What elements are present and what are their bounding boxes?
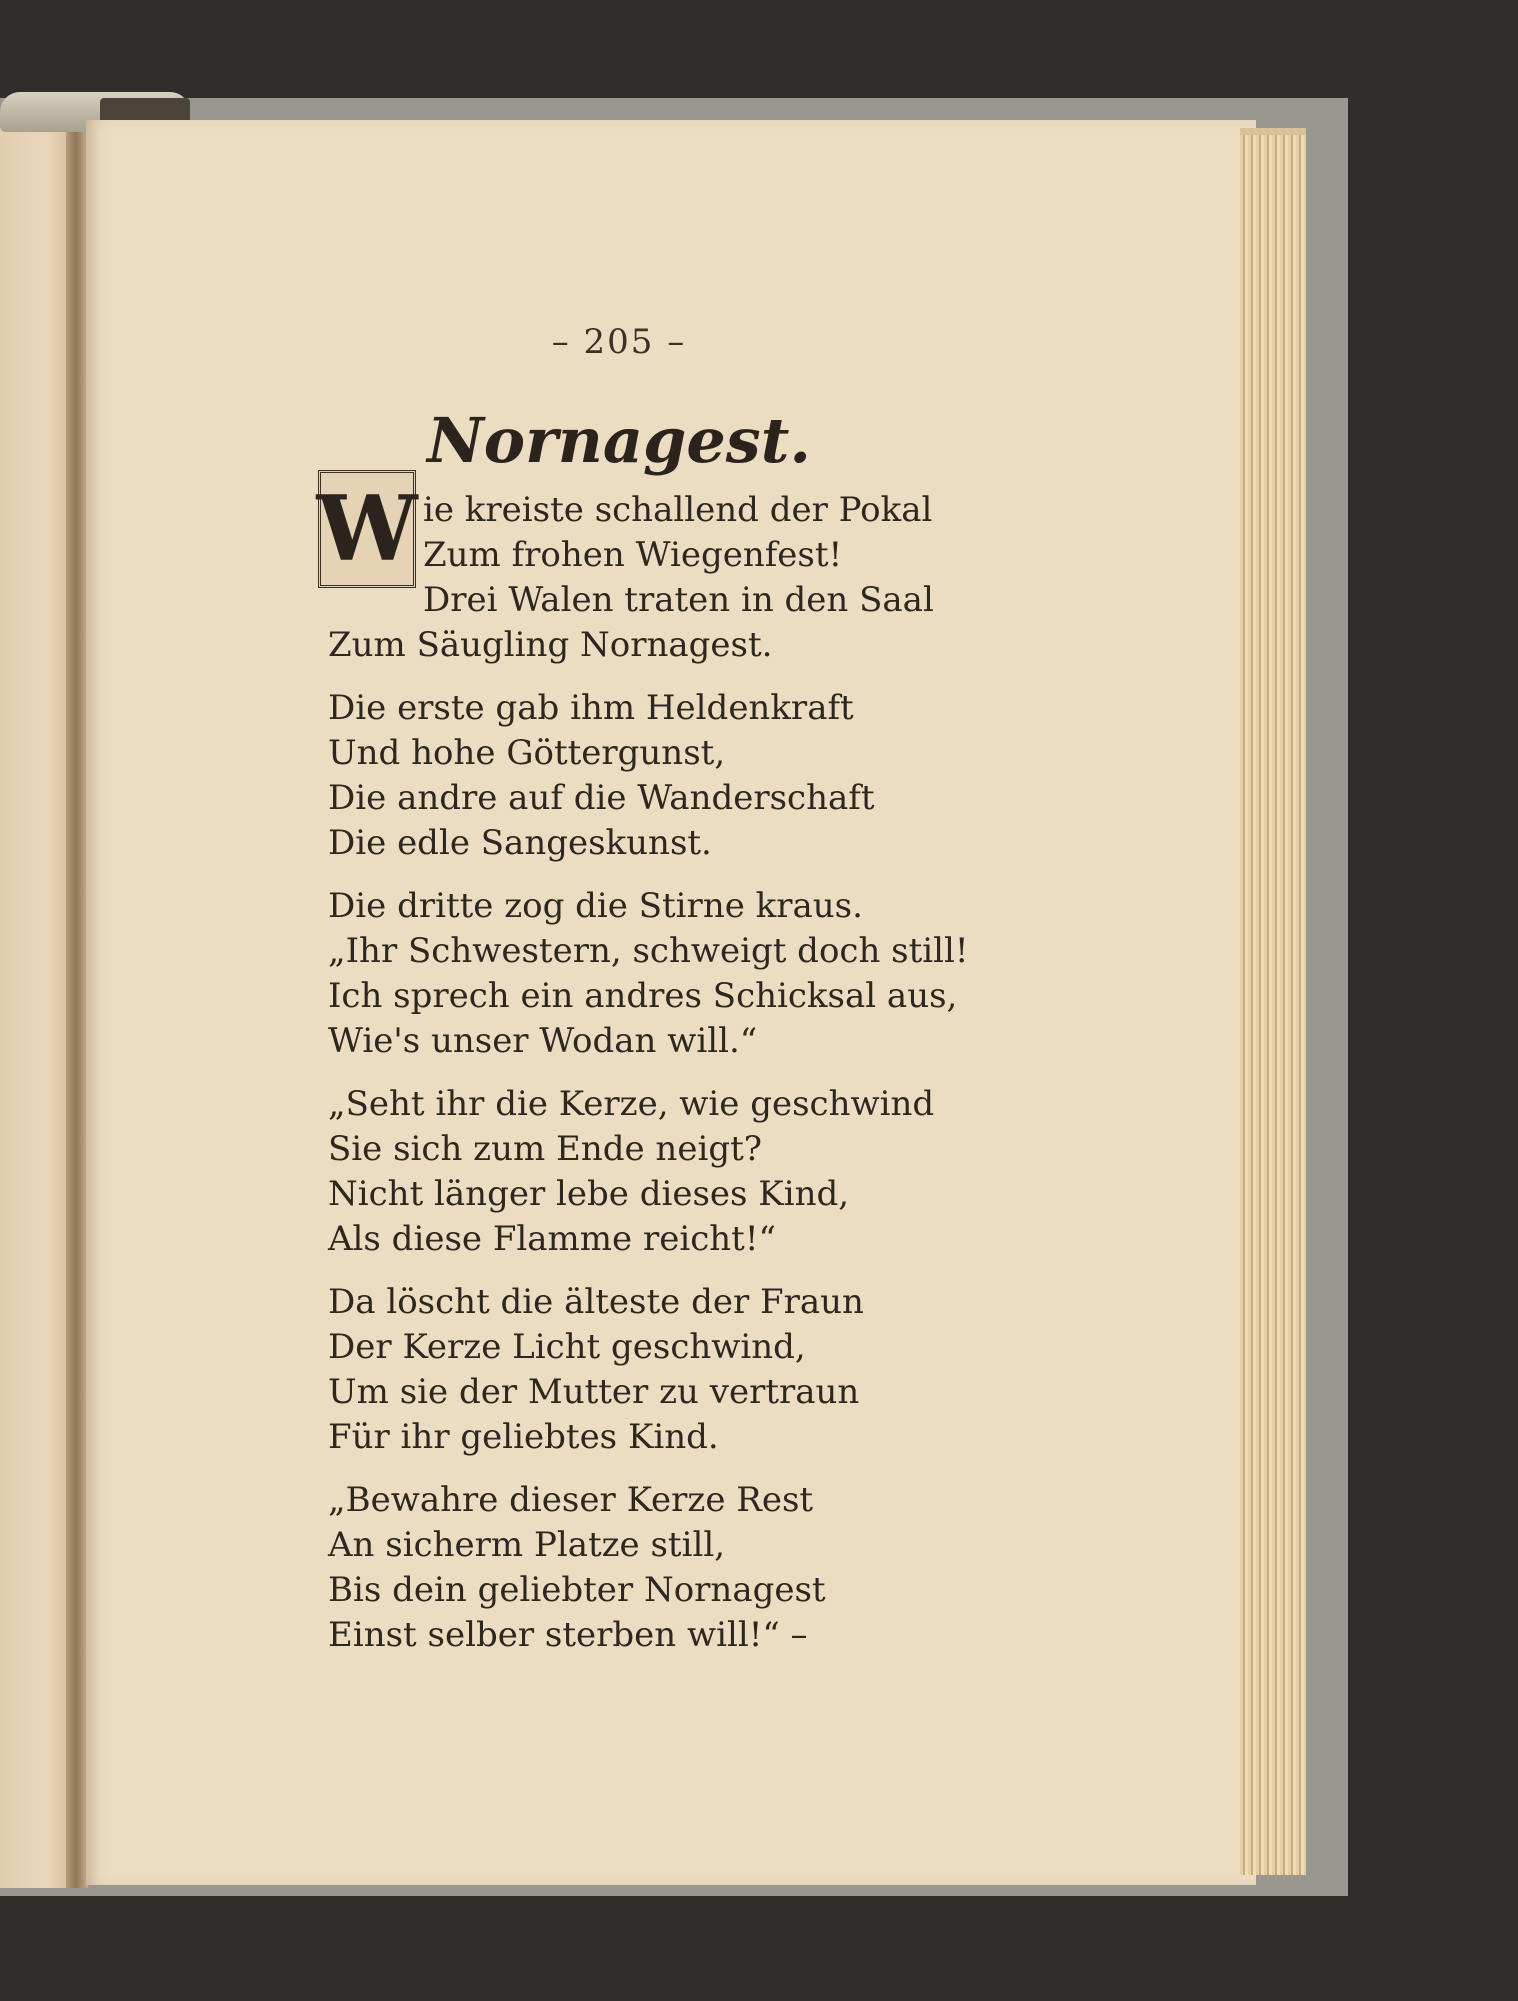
poem-line: Und hohe Göttergunst, (328, 733, 726, 773)
poem-line: Sie sich zum Ende neigt? (328, 1129, 762, 1169)
poem-line: Nicht länger lebe dieses Kind, (328, 1174, 850, 1214)
page-number: – 205 – (551, 322, 687, 362)
poem-body (328, 488, 968, 1676)
poem-line: ie kreiste schallend der Pokal (423, 490, 933, 530)
poem-line: Wie's unser Wodan will.“ (328, 1021, 758, 1061)
poem-line: „Seht ihr die Kerze, wie geschwind (328, 1084, 935, 1124)
book-gutter (66, 128, 88, 1888)
poem-line: Einst selber sterben will!“ – (328, 1615, 808, 1655)
poem-line: Zum Säugling Nornagest. (328, 625, 773, 665)
stanza (328, 1082, 968, 1262)
stanza (328, 884, 968, 1064)
poem-title: Nornagest. (427, 404, 811, 477)
poem-line: Für ihr geliebtes Kind. (328, 1417, 719, 1457)
poem-line: Die andre auf die Wanderschaft (328, 778, 875, 818)
poem-line: Ich sprech ein andres Schicksal aus, (328, 976, 958, 1016)
poem-line: Als diese Flamme reicht!“ (328, 1219, 776, 1259)
stanza (328, 686, 968, 866)
poem-line: Zum frohen Wiegenfest! (423, 535, 843, 575)
poem-line: Die erste gab ihm Heldenkraft (328, 688, 854, 728)
poem-line: Drei Walen traten in den Saal (423, 580, 934, 620)
poem-line: Um sie der Mutter zu vertraun (328, 1372, 860, 1412)
stanza (328, 1280, 968, 1460)
poem-line: Da löscht die älteste der Fraun (328, 1282, 864, 1322)
poem-line: An sicherm Platze still, (328, 1525, 726, 1565)
poem-line: Der Kerze Licht geschwind, (328, 1327, 806, 1367)
poem-line: Bis dein geliebter Nornagest (328, 1570, 826, 1610)
drop-cap: W (318, 470, 416, 588)
poem-line: „Bewahre dieser Kerze Rest (328, 1480, 814, 1520)
stanza (328, 488, 968, 668)
stanza (328, 1478, 968, 1658)
page-edges (1240, 135, 1306, 1875)
poem-line: Die edle Sangeskunst. (328, 823, 712, 863)
poem-line: „Ihr Schwestern, schweigt doch still! (328, 931, 969, 971)
poem-line: Die dritte zog die Stirne kraus. (328, 886, 863, 926)
